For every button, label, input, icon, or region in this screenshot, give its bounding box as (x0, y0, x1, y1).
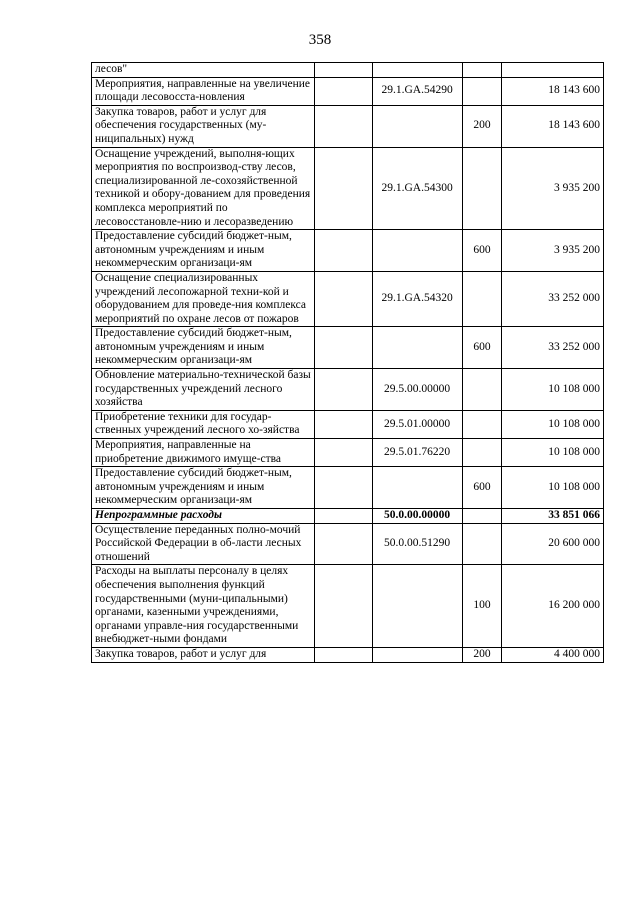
row-sum-cell: 10 108 000 (502, 439, 604, 467)
row-vr-cell: 600 (462, 467, 502, 509)
row-csr-cell (372, 230, 462, 272)
row-ds-cell (315, 147, 373, 230)
row-ds-cell (315, 439, 373, 467)
table-row (92, 271, 604, 326)
row-name-cell: Обновление материально-технической базы государственных учреждений лесного хозяйства (92, 369, 315, 411)
row-name-cell: Осуществление переданных полно-мочий Российской Федерации в об-ласти лесных отношений (92, 523, 315, 565)
row-csr-cell (372, 327, 462, 369)
row-csr-cell (372, 63, 462, 78)
row-name-cell: Оснащение учреждений, выполня-ющих мероприятия по воспроизвод-ству лесов, специализированной ле-сохозяйственной техникой и обору-дованием для проведения комплекса мероприятий по лесовосстановле-нию и лесоразведению (92, 147, 315, 230)
table-row (92, 565, 604, 648)
row-csr-cell (372, 467, 462, 509)
row-sum-cell: 3 935 200 (502, 230, 604, 272)
row-ds-cell (315, 63, 373, 78)
row-csr-cell: 50.0.00.51290 (372, 523, 462, 565)
row-csr-cell: 29.5.01.76220 (372, 439, 462, 467)
row-vr-cell (462, 63, 502, 78)
row-csr-cell: 29.1.GA.54300 (372, 147, 462, 230)
row-csr-cell: 29.1.GA.54290 (372, 77, 462, 105)
table-row (92, 105, 604, 147)
row-name-cell: Закупка товаров, работ и услуг для (92, 647, 315, 662)
table-row (92, 369, 604, 411)
row-ds-cell (315, 467, 373, 509)
row-ds-cell (315, 105, 373, 147)
row-sum-cell: 10 108 000 (502, 410, 604, 438)
row-sum-cell: 3 935 200 (502, 147, 604, 230)
row-sum-cell: 33 252 000 (502, 271, 604, 326)
row-vr-cell: 200 (462, 647, 502, 662)
row-sum-cell: 10 108 000 (502, 369, 604, 411)
row-vr-cell (462, 271, 502, 326)
table-row (92, 439, 604, 467)
row-sum-cell: 33 851 066 (502, 509, 604, 524)
row-csr-cell (372, 105, 462, 147)
table-row (92, 230, 604, 272)
row-sum-cell (502, 63, 604, 78)
row-sum-cell: 18 143 600 (502, 105, 604, 147)
row-name-cell: Оснащение специализированных учреждений лесопожарной техни-кой и оборудованием для проведе-ния комплекса мероприятий по охране лесов от пожаров (92, 271, 315, 326)
row-csr-cell: 29.5.01.00000 (372, 410, 462, 438)
row-csr-cell (372, 565, 462, 648)
row-ds-cell (315, 77, 373, 105)
row-name-cell: Приобретение техники для государ-ственных учреждений лесного хо-зяйства (92, 410, 315, 438)
row-vr-cell (462, 523, 502, 565)
row-sum-cell: 33 252 000 (502, 327, 604, 369)
table-row (92, 523, 604, 565)
row-vr-cell: 600 (462, 230, 502, 272)
row-vr-cell: 100 (462, 565, 502, 648)
page-number: 358 (308, 32, 332, 48)
table-row (92, 509, 604, 524)
row-ds-cell (315, 369, 373, 411)
table-row (92, 147, 604, 230)
row-vr-cell: 600 (462, 327, 502, 369)
table-row (92, 77, 604, 105)
budget-table-body (92, 63, 604, 663)
row-ds-cell (315, 509, 373, 524)
row-vr-cell (462, 77, 502, 105)
row-name-cell: Закупка товаров, работ и услуг для обеспечения государственных (му-ниципальных) нужд (92, 105, 315, 147)
row-csr-cell: 50.0.00.00000 (372, 509, 462, 524)
row-ds-cell (315, 565, 373, 648)
table-row (92, 647, 604, 662)
row-name-cell: Непрограммные расходы (92, 509, 315, 524)
row-csr-cell: 29.5.00.00000 (372, 369, 462, 411)
row-csr-cell (372, 647, 462, 662)
row-sum-cell: 4 400 000 (502, 647, 604, 662)
row-name-cell: Предоставление субсидий бюджет-ным, автономным учреждениям и иным некоммерческим организаци-ям (92, 327, 315, 369)
row-sum-cell: 10 108 000 (502, 467, 604, 509)
row-sum-cell: 20 600 000 (502, 523, 604, 565)
row-sum-cell: 16 200 000 (502, 565, 604, 648)
row-ds-cell (315, 327, 373, 369)
table-row (92, 327, 604, 369)
row-name-cell: Мероприятия, направленные на приобретение движимого имуще-ства (92, 439, 315, 467)
row-vr-cell (462, 509, 502, 524)
row-name-cell: Предоставление субсидий бюджет-ным, автономным учреждениям и иным некоммерческим организаци-ям (92, 230, 315, 272)
row-vr-cell (462, 439, 502, 467)
row-ds-cell (315, 271, 373, 326)
row-vr-cell (462, 369, 502, 411)
table-row (92, 410, 604, 438)
row-ds-cell (315, 230, 373, 272)
table-row (92, 467, 604, 509)
row-vr-cell: 200 (462, 105, 502, 147)
row-csr-cell: 29.1.GA.54320 (372, 271, 462, 326)
table-row (92, 63, 604, 78)
row-ds-cell (315, 647, 373, 662)
row-vr-cell (462, 410, 502, 438)
row-ds-cell (315, 523, 373, 565)
row-name-cell: Мероприятия, направленные на увеличение площади лесовосста-новления (92, 77, 315, 105)
row-name-cell: лесов" (92, 63, 315, 78)
row-name-cell: Расходы на выплаты персоналу в целях обеспечения выполнения функций государственными (муни-ципальными) органами, казенными учреждениями, органами управле-ния государственными внебюджет-ными фондами (92, 565, 315, 648)
row-vr-cell (462, 147, 502, 230)
row-ds-cell (315, 410, 373, 438)
row-sum-cell: 18 143 600 (502, 77, 604, 105)
row-name-cell: Предоставление субсидий бюджет-ным, автономным учреждениям и иным некоммерческим организаци-ям (92, 467, 315, 509)
budget-table (91, 62, 604, 663)
